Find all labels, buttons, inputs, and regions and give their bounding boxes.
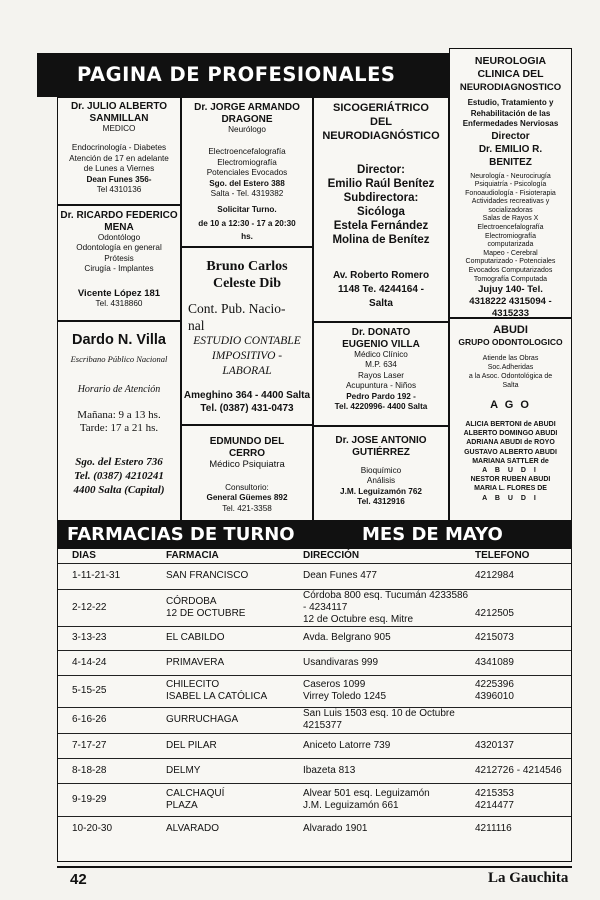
card-neurologia: NEUROLOGIA CLINICA DEL NEURODIAGNOSTICO Estudio, Tratamiento y Rehabilitación de las Enfermedades Nerviosas Director Dr. EMILIO R. BENITEZ Neurología - Neurocirugía Psiquiatría - Psicología Fonoaudiología - Fisioterapia Actividades recreativas y socializadoras Salas de Rayos X Electroencefalografía Electromiografía computarizada Mapeo - Cerebral Computarizado - Potenciales Evocados Computarizados Tomografía Computada Jujuy 140- Tel. 4318222 4315094 - 4315233 bbox=[449, 48, 572, 318]
page-header bbox=[37, 53, 449, 97]
card-cerro: EDMUNDO DEL CERRO Médico Psiquiatra Consultorio: General Güemes 892 Tel. 421-3358 bbox=[181, 425, 313, 521]
cell-farmacia: DELMY bbox=[162, 758, 299, 783]
cell-telefono: 4212505 bbox=[471, 589, 571, 626]
cell-farmacia: CHILECITO ISABEL LA CATÓLICA bbox=[162, 675, 299, 707]
cell-farmacia: EL CABILDO bbox=[162, 626, 299, 650]
cell-telefono: 4215073 bbox=[471, 626, 571, 650]
table-row bbox=[58, 733, 571, 758]
footer-rule bbox=[57, 866, 572, 868]
card-gutierrez: Dr. JOSE ANTONIO GUTIÉRREZ Bioquímico Análisis J.M. Leguizamón 762 Tel. 4312916 bbox=[313, 426, 449, 521]
header-direccion: DIRECCIÓN bbox=[303, 549, 360, 561]
cell-direccion: Ibazeta 813 bbox=[299, 758, 471, 783]
cell-dias: 7-17-27 bbox=[58, 733, 162, 758]
table-row bbox=[58, 758, 571, 783]
cell-dias: 3-13-23 bbox=[58, 626, 162, 650]
cell-dias: 9-19-29 bbox=[58, 783, 162, 816]
cell-telefono: 4225396 4396010 bbox=[471, 675, 571, 707]
cell-dias: 6-16-26 bbox=[58, 707, 162, 733]
card-sicogeriatrico: SICOGERIÁTRICO DEL NEURODIAGNÓSTICO Director: Emilio Raúl Benítez Subdirectora: Sicóloga Estela Fernández Molina de Benítez Av. Roberto Romero 1148 Te. 4244164 - Salta bbox=[313, 97, 449, 322]
cell-telefono: 4212984 bbox=[471, 563, 571, 589]
header-farmacia: FARMACIA bbox=[166, 549, 219, 561]
card-sanmillan: Dr. JULIO ALBERTO SANMILLAN MEDICO Endocrinología - Diabetes Atención de 17 en adelante de Lunes a Viernes Dean Funes 356- Tel 4310136 bbox=[57, 97, 181, 205]
card-mena: Dr. RICARDO FEDERICO MENA Odontólogo Odontología en general Prótesis Cirugía - Implantes Vicente López 181 Tel. 4318860 bbox=[57, 205, 181, 321]
card-dardo-villa: Dardo N. Villa Escribano Público Nacional Horario de Atención Mañana: 9 a 13 hs. Tarde: 17 a 21 hs. Sgo. del Estero 736 Tel. (0387) 4210241 4400 Salta (Capital) bbox=[57, 321, 181, 521]
table-row bbox=[58, 707, 571, 733]
cell-direccion: Avda. Belgrano 905 bbox=[299, 626, 471, 650]
cell-farmacia: DEL PILAR bbox=[162, 733, 299, 758]
table-row bbox=[58, 783, 571, 816]
cell-telefono bbox=[471, 707, 571, 733]
cell-telefono: 4212726 - 4214546 bbox=[471, 758, 571, 783]
pharmacies-month: MES DE MAYO bbox=[362, 524, 503, 545]
brand-name: La Gauchita bbox=[488, 870, 569, 886]
cell-direccion: Usandivaras 999 bbox=[299, 650, 471, 675]
cell-direccion: Alvear 501 esq. Leguizamón J.M. Leguizamón 661 bbox=[299, 783, 471, 816]
cell-farmacia: CALCHAQUÍ PLAZA bbox=[162, 783, 299, 816]
table-row bbox=[58, 650, 571, 675]
table-row bbox=[58, 626, 571, 650]
pharmacies-header bbox=[57, 521, 572, 548]
cell-farmacia: SAN FRANCISCO bbox=[162, 563, 299, 589]
table-row bbox=[58, 675, 571, 707]
card-dib: Bruno Carlos Celeste Dib Cont. Pub. Nacio- nal ESTUDIO CONTABLE IMPOSITIVO - LABORAL Ameghino 364 - 4400 Salta Tel. (0387) 431-0473 bbox=[181, 247, 313, 425]
cell-dias: 4-14-24 bbox=[58, 650, 162, 675]
header-telefono: TELEFONO bbox=[475, 549, 530, 561]
cell-direccion: Aniceto Latorre 739 bbox=[299, 733, 471, 758]
cell-dias: 5-15-25 bbox=[58, 675, 162, 707]
pharmacies-table-box bbox=[57, 548, 572, 862]
table-row bbox=[58, 816, 571, 841]
cell-dias: 2-12-22 bbox=[58, 589, 162, 626]
cell-direccion: Alvarado 1901 bbox=[299, 816, 471, 841]
table-row bbox=[58, 589, 571, 626]
page-number: 42 bbox=[70, 871, 87, 888]
cell-telefono: 4320137 bbox=[471, 733, 571, 758]
cell-dias: 8-18-28 bbox=[58, 758, 162, 783]
cell-direccion: San Luis 1503 esq. 10 de Octubre 4215377 bbox=[299, 707, 471, 733]
cell-telefono: 4215353 4214477 bbox=[471, 783, 571, 816]
cell-direccion: Córdoba 800 esq. Tucumán 4233586 - 4234117 12 de Octubre esq. Mitre bbox=[299, 589, 471, 626]
cell-direccion: Dean Funes 477 bbox=[299, 563, 471, 589]
header-dias: DIAS bbox=[72, 549, 96, 561]
cell-farmacia: CÓRDOBA 12 DE OCTUBRE bbox=[162, 589, 299, 626]
pharmacies-title: FARMACIAS DE TURNO bbox=[67, 524, 295, 545]
cell-farmacia: PRIMAVERA bbox=[162, 650, 299, 675]
cell-direccion: Caseros 1099 Virrey Toledo 1245 bbox=[299, 675, 471, 707]
cell-telefono: 4211116 bbox=[471, 816, 571, 841]
card-donato-villa: Dr. DONATO EUGENIO VILLA Médico Clínico M.P. 634 Rayos Laser Acupuntura - Niños Pedro Pardo 192 - Tel. 4220996- 4400 Salta bbox=[313, 322, 449, 426]
cell-telefono: 4341089 bbox=[471, 650, 571, 675]
page-title: PAGINA DE PROFESIONALES bbox=[77, 63, 396, 86]
pharmacies-table bbox=[58, 549, 571, 841]
card-abudi: ABUDI GRUPO ODONTOLOGICO Atiende las Obras Soc.Adheridas a la Asoc. Odontológica de Salta A G O ALICIA BERTONI de ABUDI ALBERTO DOMINGO ABUDI ADRIANA ABUDI de ROYO GUSTAVO ALBERTO ABUDI MARIANA SATTLER de A B U D I NESTOR RUBEN ABUDI MARIA L. FLORES DE A B U D I bbox=[449, 318, 572, 521]
cell-dias: 10-20-30 bbox=[58, 816, 162, 841]
table-row bbox=[58, 563, 571, 589]
cell-farmacia: ALVARADO bbox=[162, 816, 299, 841]
table-header-row bbox=[58, 549, 571, 563]
cell-farmacia: GURRUCHAGA bbox=[162, 707, 299, 733]
ago-logo: A G O bbox=[490, 399, 531, 411]
card-dragone: Dr. JORGE ARMANDO DRAGONE Neurólogo Electroencefalografía Electromiografía Potenciales Evocados Sgo. del Estero 388 Salta - Tel. 4319382 Solicitar Turno. de 10 a 12:30 - 17 a 20:30 hs. bbox=[181, 97, 313, 247]
cell-dias: 1-11-21-31 bbox=[58, 563, 162, 589]
